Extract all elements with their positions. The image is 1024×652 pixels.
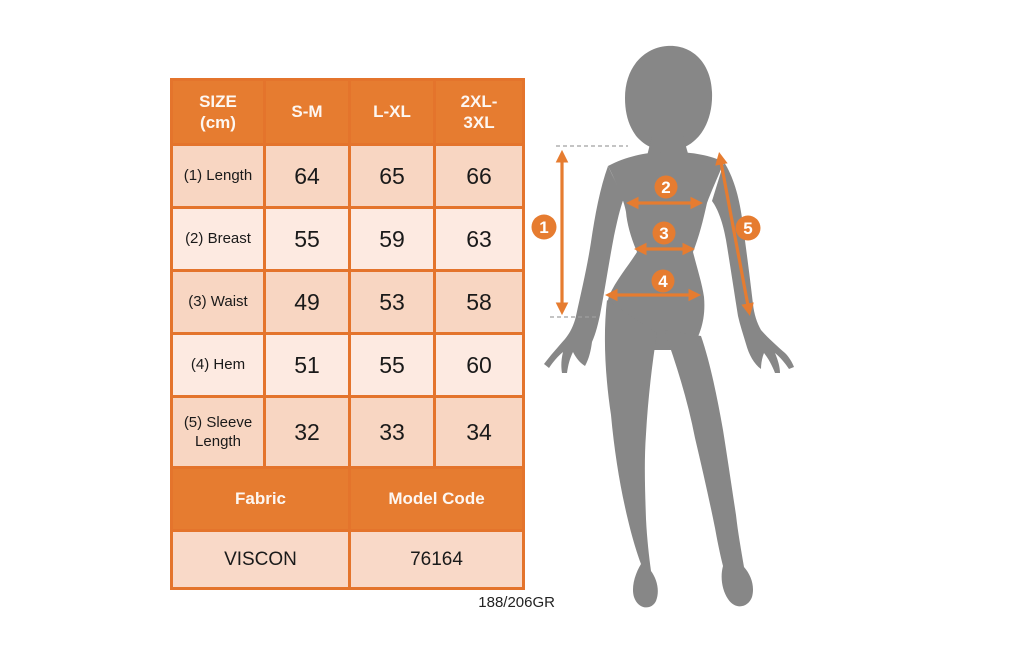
marker-3-badge (653, 222, 676, 245)
silhouette-head (625, 46, 712, 151)
row-sleeve-label: (5) Sleeve Length (173, 398, 263, 466)
row-waist-label: (3) Waist (173, 272, 263, 332)
header-col-l-xl: L-XL (351, 81, 433, 143)
marker-1-badge (532, 215, 557, 240)
row-length-label: (1) Length (173, 146, 263, 206)
header-model-code: Model Code (351, 469, 522, 529)
row-waist-val-2: 53 (351, 272, 433, 332)
silhouette-right-leg (664, 330, 753, 606)
row-waist-val-1: 49 (266, 272, 348, 332)
row-hem-val-3: 60 (436, 335, 522, 395)
body-measurement-figure (528, 30, 818, 630)
header-col-2xl-3xl-text: 2XL-3XL (460, 91, 498, 132)
header-col-s-m: S-M (266, 81, 348, 143)
size-chart-table (170, 78, 525, 590)
marker-4-badge (652, 270, 675, 293)
row-length-val-1: 64 (266, 146, 348, 206)
row-breast-val-2: 59 (351, 209, 433, 269)
row-breast-val-1: 55 (266, 209, 348, 269)
row-breast-label: (2) Breast (173, 209, 263, 269)
marker-2-number: 2 (661, 178, 671, 197)
marker-3-number: 3 (659, 224, 669, 243)
header-size-cm-text: SIZE (cm) (199, 91, 237, 132)
header-size-cm (173, 81, 263, 143)
silhouette-right-arm (712, 162, 794, 373)
row-breast-val-3: 63 (436, 209, 522, 269)
row-sleeve-val-3: 34 (436, 398, 522, 466)
row-length-val-2: 65 (351, 146, 433, 206)
value-fabric: VISCON (173, 532, 348, 587)
row-waist-val-3: 58 (436, 272, 522, 332)
header-col-2xl-3xl (436, 81, 522, 143)
value-model-code: 76164 (351, 532, 522, 587)
header-fabric: Fabric (173, 469, 348, 529)
marker-5-badge (736, 216, 761, 241)
row-hem-val-1: 51 (266, 335, 348, 395)
marker-2-badge (655, 176, 678, 199)
row-length-val-3: 66 (436, 146, 522, 206)
row-hem-label: (4) Hem (173, 335, 263, 395)
style-code-caption: 188/206GR (478, 594, 555, 611)
marker-4-number: 4 (658, 272, 668, 291)
row-sleeve-val-1: 32 (266, 398, 348, 466)
female-silhouette (544, 46, 794, 608)
marker-5-number: 5 (743, 219, 753, 238)
marker-1-number: 1 (539, 218, 549, 237)
silhouette-left-leg (605, 300, 658, 607)
row-hem-val-2: 55 (351, 335, 433, 395)
row-sleeve-val-2: 33 (351, 398, 433, 466)
